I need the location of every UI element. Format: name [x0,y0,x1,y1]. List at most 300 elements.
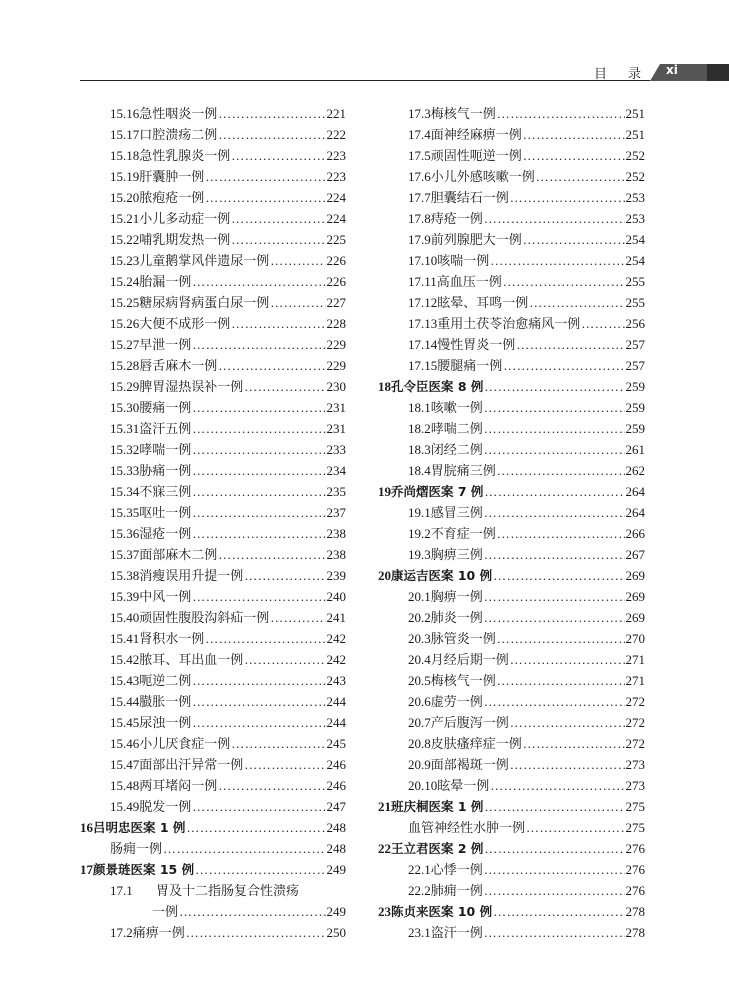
page-number: 245 [326,736,346,751]
page-number: 229 [326,358,346,373]
page-number: 271 [625,652,645,667]
dot-leader [493,901,624,922]
toc-entry[interactable] [80,229,346,250]
page-number: 276 [625,883,645,898]
toc-entry[interactable] [378,733,645,754]
toc-entry[interactable] [80,733,346,754]
entry-number: 15.44 [110,694,140,709]
dot-leader [192,439,325,460]
dot-leader [179,901,325,922]
page-number: 269 [625,610,645,625]
page-number: 256 [625,316,645,331]
toc-entry[interactable] [378,145,645,166]
entry-number: 19.2 [408,526,431,541]
toc-entry[interactable] [80,649,346,670]
dot-leader [526,817,624,838]
dot-leader [163,838,325,859]
chapter-number: 17 [80,862,93,877]
entry-number: 17.12 [408,295,438,310]
toc-chapter-heading[interactable] [378,376,645,397]
toc-entry[interactable] [80,355,346,376]
entry-number: 20.10 [408,778,438,793]
chapter-number: 16 [80,820,93,835]
toc-entry[interactable] [80,691,346,712]
entry-title: 面神经麻痹一例 [430,128,522,143]
entry-number: 15.18 [110,148,140,163]
entry-title: 急性咽炎一例 [139,107,218,122]
dot-leader [205,187,325,208]
toc-entry[interactable] [80,103,346,124]
page-number: 252 [625,169,645,184]
toc-entry[interactable] [378,187,645,208]
entry-title: 肾积水一例 [139,632,205,647]
entry-number: 17.1 [110,883,133,898]
chapter-number: 19 [378,484,391,499]
entry-title: 顽固性腹股沟斜疝一例 [139,611,270,626]
entry-title: 慢性胃炎一例 [437,338,516,353]
page-number: 275 [625,820,645,835]
page-number: 226 [326,274,346,289]
toc-entry[interactable] [80,712,346,733]
toc-chapter-heading[interactable] [378,481,645,502]
dot-leader [192,502,325,523]
entry-title: 痛痹一例 [132,926,185,941]
dot-leader [497,460,625,481]
toc-entry[interactable] [80,313,346,334]
entry-number: 15.34 [110,484,140,499]
toc-entry[interactable] [378,103,645,124]
dot-leader [205,166,325,187]
entry-number: 20.4 [408,652,431,667]
dot-leader [186,817,325,838]
toc-entry[interactable] [80,397,346,418]
page-number: 276 [625,841,645,856]
dot-leader [192,712,325,733]
toc-entry[interactable] [80,460,346,481]
entry-number: 17.4 [408,127,431,142]
toc-entry[interactable] [80,502,346,523]
dot-leader [497,670,625,691]
dot-leader [244,376,325,397]
dot-leader [484,481,624,502]
entry-title: 脓耳、耳出血一例 [139,653,244,668]
toc-entry[interactable] [80,796,346,817]
entry-number: 20.6 [408,694,431,709]
toc-entry[interactable] [80,271,346,292]
entry-title: 盗汗五例 [139,422,192,437]
toc-chapter-heading[interactable] [378,838,645,859]
dot-leader [536,166,625,187]
page-number: 223 [326,148,346,163]
toc-entry[interactable] [80,754,346,775]
dot-leader [510,649,625,670]
toc-column-right [378,103,645,943]
entry-number: 15.41 [110,631,140,646]
entry-title: 小儿多动症一例 [139,212,231,227]
page-number: 255 [625,295,645,310]
dot-leader [231,208,325,229]
toc-entry[interactable] [80,670,346,691]
page-number: 226 [326,253,346,268]
entry-number: 22.2 [408,883,431,898]
entry-number: 17.7 [408,190,431,205]
toc-entry[interactable] [378,229,645,250]
chapter-title: 吕明忠医案 1 例 [93,820,186,835]
dot-leader [497,628,625,649]
page-number: 231 [326,400,346,415]
entry-title: 眩晕、耳鸣一例 [437,296,529,311]
entry-title: 胸痹一例 [430,590,483,605]
toc-entry[interactable] [378,586,645,607]
toc-entry[interactable] [80,166,346,187]
dot-leader [231,733,325,754]
toc-entry[interactable] [378,607,645,628]
toc-chapter-heading[interactable] [80,817,346,838]
toc-entry[interactable] [378,523,645,544]
entry-title: 儿童鹅掌风伴遗尿一例 [139,254,270,269]
toc-entry[interactable] [378,817,645,838]
toc-entry[interactable] [378,859,645,880]
toc-entry[interactable] [80,208,346,229]
page-number: 264 [625,505,645,520]
entry-title: 胃脘痛三例 [430,464,496,479]
page-number: 255 [625,274,645,289]
entry-number: 15.20 [110,190,140,205]
entry-number: 15.39 [110,589,140,604]
toc-entry[interactable] [378,292,645,313]
toc-entry[interactable] [80,418,346,439]
entry-number: 18.4 [408,463,431,478]
entry-number: 15.25 [110,295,140,310]
page-number: 221 [326,106,346,121]
chapter-number: 23 [378,904,391,919]
dot-leader [523,145,625,166]
dot-leader [192,334,325,355]
entry-number: 15.16 [110,106,140,121]
entry-title: 月经后期一例 [430,653,509,668]
toc-entry[interactable] [80,145,346,166]
entry-title: 胁痛一例 [139,464,192,479]
toc-entry[interactable] [80,775,346,796]
toc-entry[interactable] [378,460,645,481]
page-number: 252 [625,148,645,163]
entry-title: 腰腿痛一例 [437,359,503,374]
toc-entry[interactable] [378,922,645,943]
dot-leader [484,502,625,523]
entry-title: 臌胀一例 [139,695,192,710]
page-number: 249 [326,904,346,919]
page-number: 233 [326,442,346,457]
dot-leader [490,250,624,271]
entry-title: 脾胃湿热误补一例 [139,380,244,395]
dot-leader [484,376,624,397]
dot-leader [192,397,325,418]
toc-entry[interactable] [80,880,346,901]
chapter-title: 孔令臣医案 8 例 [391,379,484,394]
dot-leader [484,586,625,607]
entry-title: 哮喘一例 [139,443,192,458]
dot-leader [497,103,625,124]
entry-number: 20.5 [408,673,431,688]
entry-number: 17.5 [408,148,431,163]
page-number: 269 [625,589,645,604]
page-number: 242 [326,652,346,667]
page-number: 241 [326,610,346,625]
toc-entry-continuation[interactable] [80,901,346,922]
toc-entry[interactable] [80,586,346,607]
entry-number: 15.17 [110,127,140,142]
entry-number: 15.27 [110,337,140,352]
dot-leader [218,775,325,796]
toc-entry[interactable] [80,292,346,313]
toc-entry[interactable] [378,649,645,670]
page-number: 261 [625,442,645,457]
header-rule [80,80,650,81]
entry-title: 湿疮一例 [139,527,192,542]
entry-title: 胎漏一例 [139,275,192,290]
dot-leader [205,628,325,649]
chapter-number: 18 [378,379,391,394]
entry-number: 15.42 [110,652,140,667]
page-number: 250 [326,925,346,940]
entry-title: 前列腺肥大一例 [430,233,522,248]
dot-leader [218,355,325,376]
dot-leader [484,544,625,565]
toc-entry[interactable] [378,670,645,691]
toc-chapter-heading[interactable] [378,901,645,922]
entry-title: 唇舌麻木一例 [139,359,218,374]
page-number: 238 [326,526,346,541]
dot-leader [523,229,625,250]
tab-stripe [707,64,729,81]
toc-entry[interactable] [378,313,645,334]
page-number: 237 [326,505,346,520]
dot-leader [244,565,325,586]
entry-title: 高血压一例 [436,275,502,290]
page-number: xi [666,63,678,77]
entry-title: 肠痈一例 [110,842,163,857]
dot-leader [510,187,625,208]
entry-number: 15.24 [110,274,140,289]
chapter-title: 乔尚熠医案 7 例 [391,484,484,499]
entry-number: 15.43 [110,673,140,688]
toc-entry[interactable] [80,628,346,649]
entry-title: 痔疮一例 [430,212,483,227]
toc-chapter-heading[interactable] [378,565,645,586]
page-number: 251 [625,106,645,121]
entry-title: 胆囊结石一例 [430,191,509,206]
page-number-tab [650,64,729,81]
entry-number: 18.3 [408,442,431,457]
page-number: 259 [625,400,645,415]
entry-title: 腰痛一例 [139,401,192,416]
toc-entry[interactable] [378,775,645,796]
entry-title: 中风一例 [139,590,192,605]
toc-chapter-heading[interactable] [378,796,645,817]
toc-entry[interactable] [80,922,346,943]
entry-number: 20.7 [408,715,431,730]
toc-entry[interactable] [378,418,645,439]
toc-entry[interactable] [80,838,346,859]
entry-title: 早泄一例 [139,338,192,353]
toc-entry[interactable] [378,355,645,376]
toc-entry[interactable] [378,439,645,460]
entry-title: 大便不成形一例 [139,317,231,332]
dot-leader [270,292,325,313]
page-number: 271 [625,673,645,688]
toc-entry[interactable] [378,628,645,649]
entry-title: 糖尿病肾病蛋白尿一例 [139,296,270,311]
entry-title: 脱发一例 [139,800,192,815]
entry-title: 闭经二例 [430,443,483,458]
chapter-title: 颜景琏医案 15 例 [93,862,195,877]
dot-leader [192,481,325,502]
page-number: 227 [326,295,346,310]
entry-number: 15.30 [110,400,140,415]
entry-title: 咳嗽一例 [430,401,483,416]
toc-column-left [80,103,346,943]
page-number: 239 [326,568,346,583]
toc-entry[interactable] [378,271,645,292]
toc-entry[interactable] [80,607,346,628]
entry-number: 15.48 [110,778,140,793]
page-number: 235 [326,484,346,499]
page-number: 270 [625,631,645,646]
dot-leader [192,418,325,439]
entry-title: 消瘦误用升提一例 [139,569,244,584]
toc-entry[interactable] [378,397,645,418]
toc-entry[interactable] [378,502,645,523]
dot-leader [192,670,325,691]
entry-number: 17.15 [408,358,438,373]
dot-leader [231,313,325,334]
page-number: 272 [625,715,645,730]
dot-leader [503,355,624,376]
toc-entry[interactable] [378,754,645,775]
chapter-number: 22 [378,841,391,856]
toc-entry[interactable] [378,880,645,901]
entry-title: 呕吐一例 [139,506,192,521]
toc-entry[interactable] [80,334,346,355]
dot-leader [510,712,625,733]
entry-number: 20.1 [408,589,431,604]
chapter-title: 康运吉医案 10 例 [391,568,493,583]
dot-leader [192,796,325,817]
toc-entry[interactable] [378,691,645,712]
toc-entry[interactable] [378,124,645,145]
page-number: 254 [625,232,645,247]
toc-entry[interactable] [378,166,645,187]
entry-title: 不育症一例 [430,527,496,542]
toc-entry[interactable] [80,187,346,208]
page-number: 225 [326,232,346,247]
page-number: 275 [625,799,645,814]
entry-number: 15.21 [110,211,140,226]
chapter-number: 20 [378,568,391,583]
toc-entry[interactable] [80,376,346,397]
entry-title: 小儿厌食症一例 [139,737,231,752]
toc-entry[interactable] [378,334,645,355]
entry-number: 17.14 [408,337,438,352]
page-number: 246 [326,778,346,793]
entry-title: 肺痈一例 [430,884,483,899]
toc-entry[interactable] [80,439,346,460]
toc-entry[interactable] [80,565,346,586]
toc-entry[interactable] [80,523,346,544]
page-number: 253 [625,211,645,226]
toc-entry[interactable] [378,208,645,229]
entry-number: 20.2 [408,610,431,625]
page-number: 278 [625,904,645,919]
dot-leader [192,691,325,712]
dot-leader [484,796,624,817]
entry-title: 梅核气一例 [430,674,496,689]
toc-entry[interactable] [80,250,346,271]
toc-entry[interactable] [80,481,346,502]
dot-leader [516,334,624,355]
dot-leader [270,250,325,271]
dot-leader [484,859,625,880]
entry-title: 口腔溃疡二例 [139,128,218,143]
entry-number: 17.6 [408,169,431,184]
page-number: 257 [625,358,645,373]
page-number: 259 [625,421,645,436]
dot-leader [493,565,624,586]
page-number: 247 [326,799,346,814]
toc-entry[interactable] [80,124,346,145]
entry-number: 17.10 [408,253,438,268]
entry-number: 15.37 [110,547,140,562]
dot-leader [218,124,325,145]
entry-title: 产后腹泻一例 [430,716,509,731]
entry-number: 15.22 [110,232,140,247]
entry-title: 哺乳期发热一例 [139,233,231,248]
dot-leader [529,292,624,313]
entry-number: 15.23 [110,253,140,268]
page-number: 244 [326,715,346,730]
entry-title: 梅核气一例 [430,107,496,122]
entry-number: 22.1 [408,862,431,877]
chapter-title: 班庆桐医案 1 例 [391,799,484,814]
entry-title: 顽固性呃逆一例 [430,149,522,164]
page-number: 262 [625,463,645,478]
dot-leader [192,271,325,292]
entry-number: 15.33 [110,463,140,478]
toc-entry[interactable] [378,712,645,733]
entry-title: 小儿外感咳嗽一例 [430,170,535,185]
dot-leader [186,922,326,943]
toc-entry[interactable] [378,544,645,565]
toc-entry[interactable] [378,250,645,271]
page-number: 222 [326,127,346,142]
dot-leader [490,775,624,796]
tab-notch [650,64,660,81]
chapter-title: 陈贞来医案 10 例 [391,904,493,919]
entry-title: 脉管炎一例 [430,632,496,647]
toc-entry[interactable] [80,544,346,565]
toc-chapter-heading[interactable] [80,859,346,880]
dot-leader [192,586,325,607]
dot-leader [484,691,625,712]
entry-number: 15.38 [110,568,140,583]
dot-leader [510,754,625,775]
page-number: 267 [625,547,645,562]
dot-leader [484,208,625,229]
entry-title: 血管神经性水肿一例 [408,821,526,836]
page-number: 272 [625,736,645,751]
page-number: 257 [625,337,645,352]
page-number: 273 [625,757,645,772]
